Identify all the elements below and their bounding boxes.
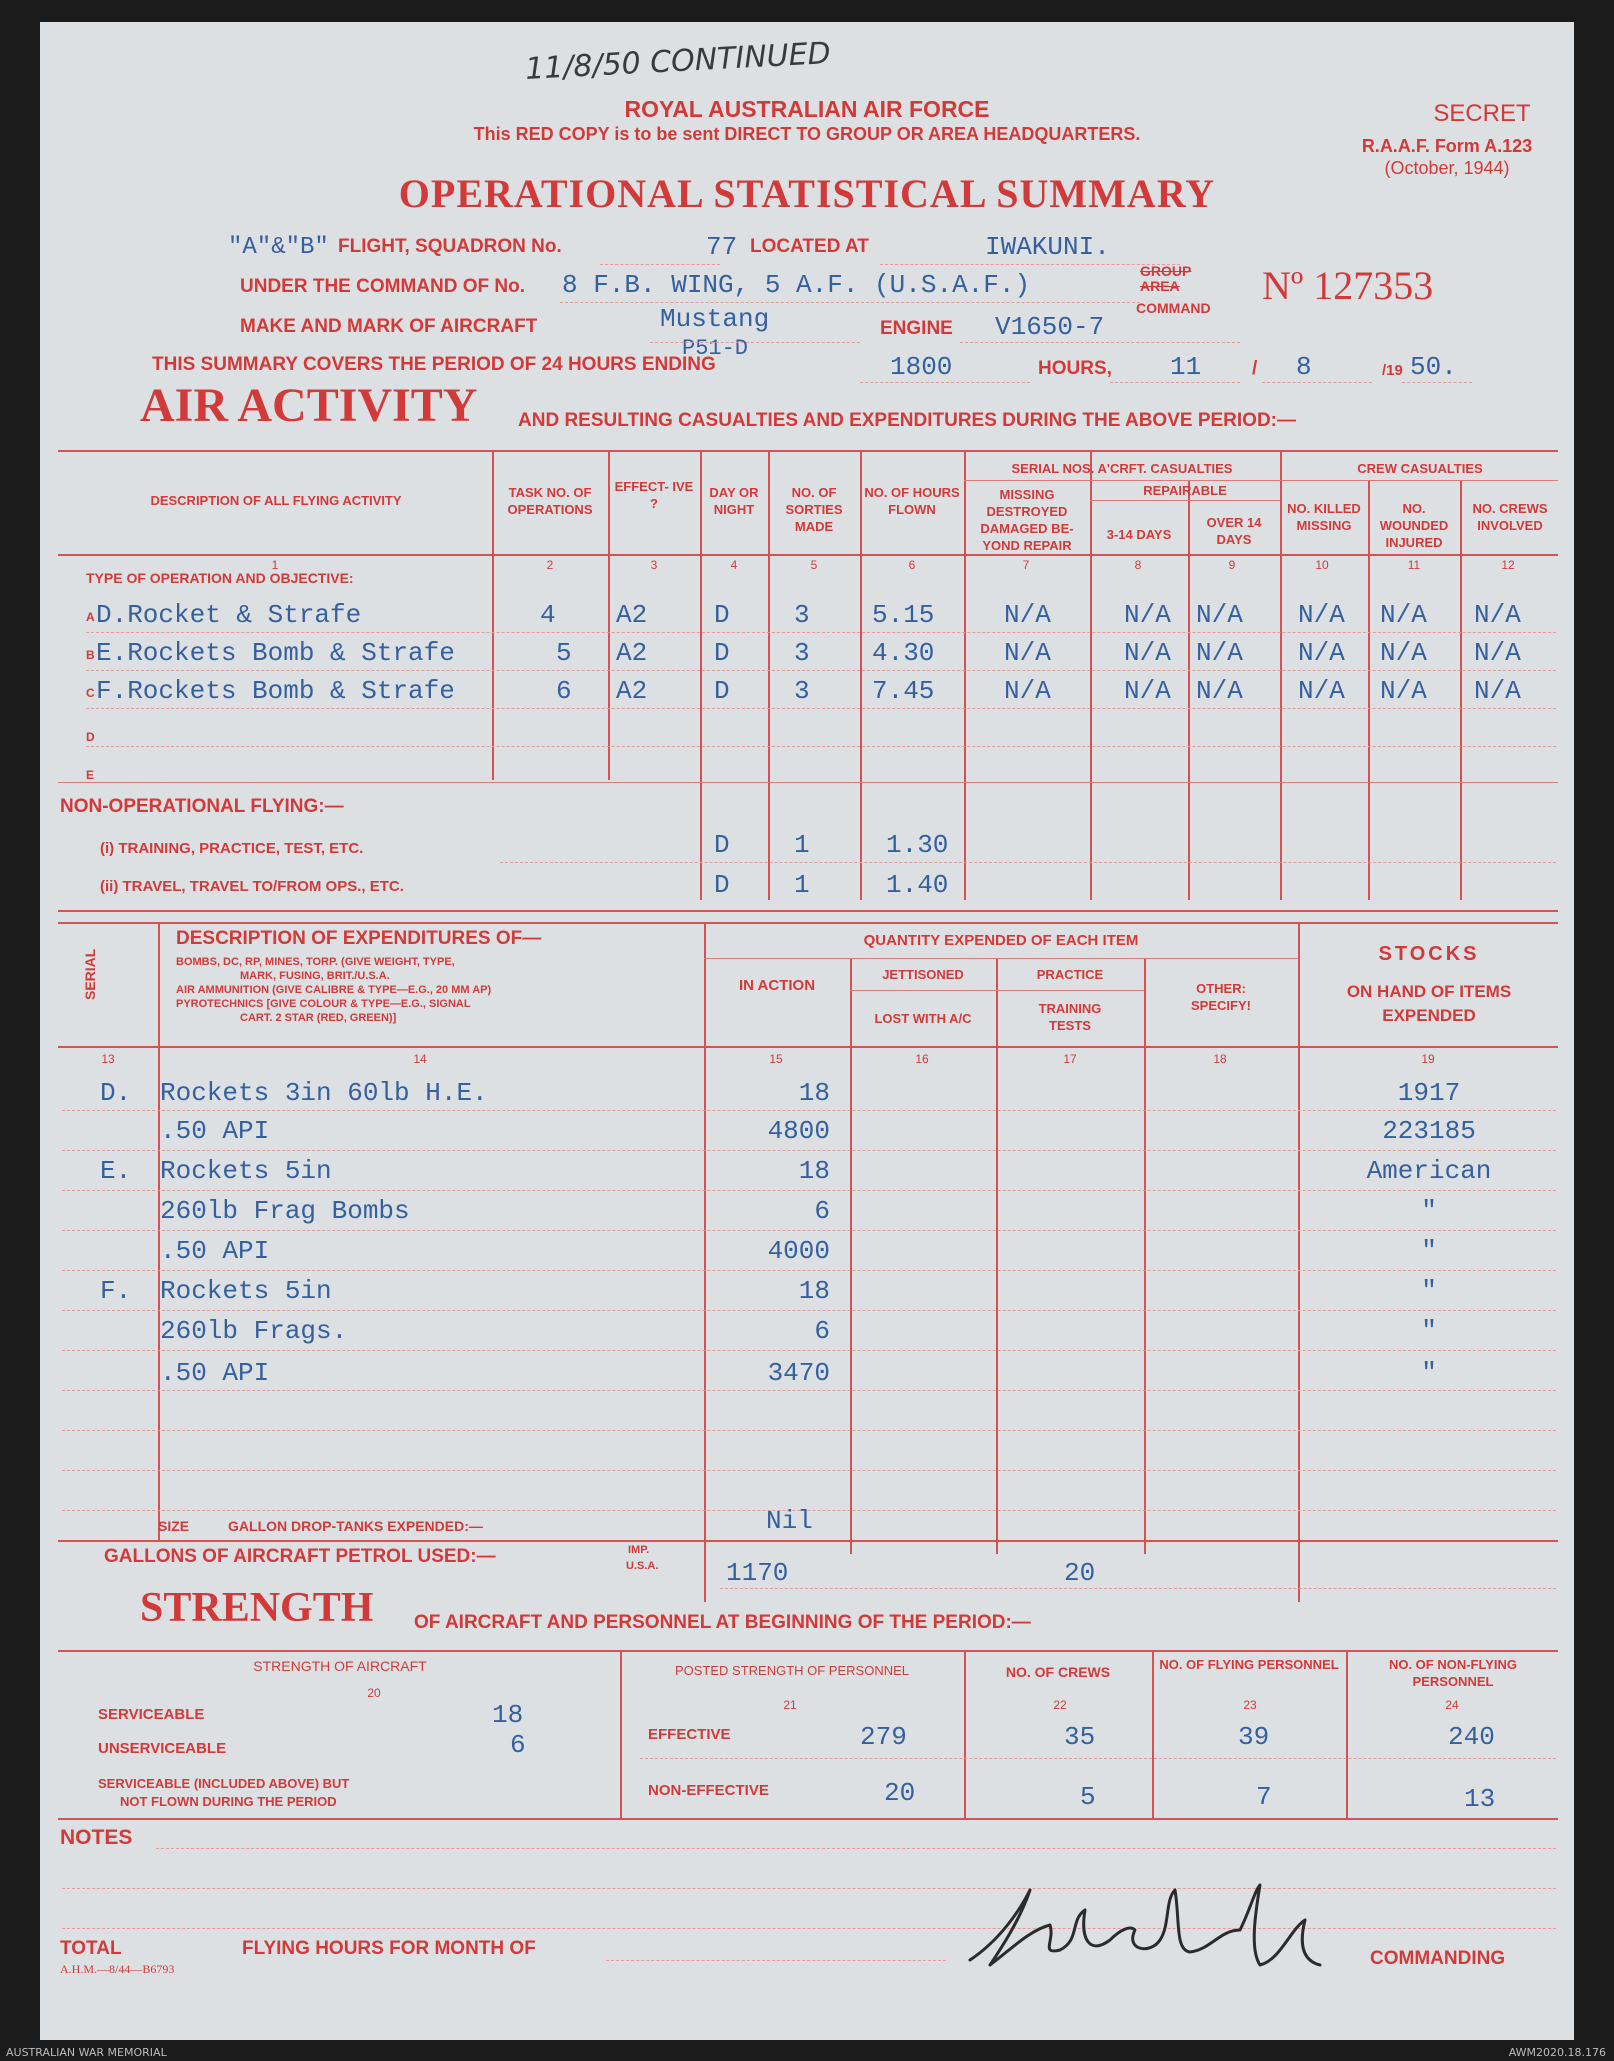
col-number-6: 6: [908, 558, 916, 572]
activity-hours: 4.30: [872, 638, 935, 668]
travel-day-night: D: [714, 870, 730, 900]
header-expenditures-line3: AIR AMMUNITION (GIVE CALIBRE & TYPE—E.G., 20 MM AP): [176, 984, 492, 996]
footer-archive: AUSTRALIAN WAR MEMORIAL: [6, 2046, 167, 2059]
header-stocks-sub: ON HAND OF ITEMS EXPENDED: [1346, 982, 1512, 1025]
document-title: OPERATIONAL STATISTICAL SUMMARY: [398, 171, 1216, 216]
activity-sorties: 3: [794, 600, 810, 630]
header-training-tests: TRAINING TESTS: [1038, 1001, 1102, 1033]
header-sorties: NO. OF SORTIES MADE: [785, 485, 843, 534]
activity-c7: N/A: [1004, 638, 1051, 668]
year-prefix: /19: [1382, 362, 1403, 379]
activity-effective: A2: [616, 600, 648, 630]
command-word: COMMAND: [1136, 300, 1211, 316]
header-effective: EFFECT- IVE ?: [614, 479, 694, 511]
col-number-21: 21: [783, 1698, 797, 1712]
row-letter-a: A: [86, 610, 95, 624]
travel-sorties: 1: [794, 870, 810, 900]
effective-posted: 279: [860, 1722, 907, 1752]
col-number-13: 13: [101, 1052, 115, 1066]
activity-task: 5: [556, 638, 572, 668]
row-letter-c: C: [86, 686, 95, 700]
print-code: A.H.M.—8/44—B6793: [60, 1962, 175, 1976]
training-label: (i) TRAINING, PRACTICE, TEST, ETC.: [100, 840, 364, 857]
col-number-17: 17: [1063, 1052, 1077, 1066]
col-number-1: 1: [271, 558, 279, 572]
col-number-8: 8: [1134, 558, 1142, 572]
expenditure-item: 260lb Frags.: [160, 1316, 348, 1346]
col-number-11: 11: [1407, 558, 1421, 572]
non-operational-label: NON-OPERATIONAL FLYING:—: [60, 796, 344, 817]
effective-crews: 35: [1064, 1722, 1096, 1752]
not-flown-label-1: SERVICEABLE (INCLUDED ABOVE) BUT: [98, 1776, 350, 1791]
non-effective-crews: 5: [1080, 1782, 1096, 1812]
expenditure-in-action: 18: [798, 1078, 830, 1108]
col-number-5: 5: [810, 558, 818, 572]
notes-label: NOTES: [60, 1826, 133, 1849]
col-number-23: 23: [1243, 1698, 1257, 1712]
col-number-2: 2: [546, 558, 554, 572]
activity-c10: N/A: [1298, 676, 1345, 706]
aircraft-label: MAKE AND MARK OF AIRCRAFT: [240, 316, 538, 337]
col-number-19: 19: [1421, 1052, 1435, 1066]
header-over-14-days: OVER 14 DAYS: [1206, 515, 1262, 547]
group-label: GROUP: [1140, 263, 1192, 279]
col-number-3: 3: [650, 558, 658, 572]
copy-note: This RED COPY is to be sent DIRECT TO GROUP OR AREA HEADQUARTERS.: [473, 124, 1141, 144]
expenditure-stock: ": [1421, 1276, 1437, 1306]
activity-c10: N/A: [1298, 638, 1345, 668]
row-letter-b: B: [86, 648, 95, 662]
expenditure-item: .50 API: [160, 1358, 270, 1388]
effective-non-flying: 240: [1448, 1722, 1495, 1752]
travel-label: (ii) TRAVEL, TRAVEL TO/FROM OPS., ETC.: [100, 878, 404, 895]
activity-c11: N/A: [1380, 676, 1427, 706]
activity-c12: N/A: [1474, 676, 1521, 706]
activity-c11: N/A: [1380, 600, 1427, 630]
header-repairable: REPAIRABLE: [1143, 483, 1227, 498]
activity-effective: A2: [616, 676, 648, 706]
serial-number: Nº 127353: [1262, 263, 1434, 308]
non-effective-label: NON-EFFECTIVE: [648, 1782, 769, 1799]
expenditure-serial: F.: [100, 1276, 132, 1306]
header-flying-personnel: NO. OF FLYING PERSONNEL: [1159, 1657, 1339, 1672]
activity-c7: N/A: [1004, 600, 1051, 630]
col-number-9: 9: [1228, 558, 1236, 572]
col-number-12: 12: [1501, 558, 1515, 572]
expenditure-stock: 223185: [1382, 1116, 1476, 1146]
col-number-4: 4: [730, 558, 738, 572]
header-expenditures-line1: BOMBS, DC, RP, MINES, TORP. (GIVE WEIGHT, TYPE,: [176, 956, 455, 968]
expenditure-in-action: 6: [814, 1316, 830, 1346]
training-day-night: D: [714, 830, 730, 860]
header-expenditures-title: DESCRIPTION OF EXPENDITURES OF—: [176, 928, 542, 949]
activity-c9: N/A: [1196, 600, 1243, 630]
col-number-7: 7: [1022, 558, 1030, 572]
row-letter-d: D: [86, 730, 95, 744]
serviceable-value: 18: [492, 1700, 524, 1730]
header-in-action: IN ACTION: [738, 977, 816, 994]
header-other: OTHER: SPECIFY!: [1191, 981, 1251, 1013]
expenditure-in-action: 18: [798, 1276, 830, 1306]
flying-hours-month-label: FLYING HOURS FOR MONTH OF: [242, 1938, 536, 1959]
effective-flying: 39: [1238, 1722, 1270, 1752]
date-slash: /: [1252, 358, 1258, 379]
petrol-in-action: 1170: [726, 1558, 789, 1588]
activity-desc: E.Rockets Bomb & Strafe: [96, 638, 455, 668]
form-date: (October, 1944): [1384, 158, 1510, 178]
commanding-label: COMMANDING: [1370, 1948, 1506, 1969]
activity-sorties: 3: [794, 638, 810, 668]
effective-label: EFFECTIVE: [648, 1726, 731, 1743]
strength-subtitle: OF AIRCRAFT AND PERSONNEL AT BEGINNING OF THE PERIOD:—: [414, 1612, 1031, 1633]
aircraft-value: Mustang: [660, 304, 770, 334]
period-label: THIS SUMMARY COVERS THE PERIOD OF 24 HOURS ENDING: [152, 354, 716, 375]
expenditure-item: Rockets 5in: [160, 1156, 332, 1186]
activity-hours: 7.45: [872, 676, 935, 706]
expenditure-stock: ": [1421, 1316, 1437, 1346]
org-name: ROYAL AUSTRALIAN AIR FORCE: [624, 96, 990, 122]
header-strength-aircraft: STRENGTH OF AIRCRAFT: [253, 1658, 427, 1674]
header-task: TASK NO. OF OPERATIONS: [507, 485, 593, 517]
col-number-18: 18: [1213, 1052, 1227, 1066]
expenditure-serial: E.: [100, 1156, 132, 1186]
form-number: R.A.A.F. Form A.123: [1361, 136, 1533, 156]
drop-tanks-label: SIZE GALLON DROP-TANKS EXPENDED:—: [158, 1518, 483, 1534]
header-crews: NO. OF CREWS: [1005, 1664, 1111, 1680]
header-expenditures-line5: CART. 2 STAR (RED, GREEN)]: [240, 1012, 397, 1024]
header-wounded: NO. WOUNDED INJURED: [1379, 501, 1449, 550]
activity-c8: N/A: [1124, 676, 1171, 706]
header-stocks: STOCKS: [1378, 943, 1480, 965]
expenditure-stock: ": [1421, 1236, 1437, 1266]
squadron-number: 77: [706, 232, 738, 262]
header-killed: NO. KILLED MISSING: [1287, 501, 1361, 533]
header-crews-involved: NO. CREWS INVOLVED: [1472, 501, 1548, 533]
activity-c9: N/A: [1196, 638, 1243, 668]
header-hours: NO. OF HOURS FLOWN: [864, 485, 960, 517]
hours-label: HOURS,: [1038, 358, 1112, 379]
header-non-flying-personnel: NO. OF NON-FLYING PERSONNEL: [1388, 1657, 1518, 1689]
command-value: 8 F.B. WING, 5 A.F. (U.S.A.F.): [562, 270, 1031, 300]
air-activity-title: AIR ACTIVITY: [140, 379, 478, 432]
header-description: DESCRIPTION OF ALL FLYING ACTIVITY: [150, 493, 402, 508]
petrol-label: GALLONS OF AIRCRAFT PETROL USED:—: [104, 1546, 496, 1567]
location-value: IWAKUNI.: [985, 232, 1110, 262]
petrol-imp: IMP.: [628, 1544, 650, 1556]
travel-hours: 1.40: [886, 870, 949, 900]
type-of-operation-label: TYPE OF OPERATION AND OBJECTIVE:: [86, 570, 354, 586]
header-quantity-group: QUANTITY EXPENDED OF EACH ITEM: [863, 932, 1139, 949]
activity-sorties: 3: [794, 676, 810, 706]
col-number-15: 15: [769, 1052, 783, 1066]
header-lost: LOST WITH A/C: [874, 1011, 972, 1026]
header-posted-strength: POSTED STRENGTH OF PERSONNEL: [674, 1663, 910, 1678]
header-serial: SERIAL: [82, 948, 98, 1000]
activity-c7: N/A: [1004, 676, 1051, 706]
year-value: 50.: [1410, 352, 1457, 382]
activity-hours: 5.15: [872, 600, 935, 630]
activity-c10: N/A: [1298, 600, 1345, 630]
header-practice: PRACTICE: [1036, 967, 1104, 982]
expenditure-in-action: 6: [814, 1196, 830, 1226]
strength-title: STRENGTH: [140, 1585, 374, 1631]
activity-effective: A2: [616, 638, 648, 668]
activity-day-night: D: [714, 676, 730, 706]
activity-c9: N/A: [1196, 676, 1243, 706]
expenditure-item: 260lb Frag Bombs: [160, 1196, 410, 1226]
expenditure-stock: American: [1366, 1156, 1492, 1186]
header-expenditures-line4: PYROTECHNICS [GIVE COLOUR & TYPE—E.G., SIGNAL: [176, 998, 471, 1010]
col-number-10: 10: [1315, 558, 1329, 572]
air-activity-subtitle: AND RESULTING CASUALTIES AND EXPENDITURES DURING THE ABOVE PERIOD:—: [518, 410, 1296, 431]
unserviceable-value: 6: [510, 1730, 526, 1760]
training-hours: 1.30: [886, 830, 949, 860]
expenditure-serial: D.: [100, 1078, 132, 1108]
unserviceable-label: UNSERVICEABLE: [98, 1740, 227, 1757]
expenditure-item: .50 API: [160, 1116, 270, 1146]
flight-value: "A"&"B": [228, 234, 329, 261]
header-crew-casualties: CREW CASUALTIES: [1357, 461, 1483, 476]
activity-c8: N/A: [1124, 600, 1171, 630]
aircraft-model: P51-D: [682, 336, 749, 361]
header-missing: MISSING DESTROYED DAMAGED BE- YOND REPAIR: [980, 487, 1074, 553]
expenditure-item: .50 API: [160, 1236, 270, 1266]
hours-value: 1800: [890, 352, 953, 382]
header-day-night: DAY OR NIGHT: [709, 485, 759, 517]
footer-catalogue-id: AWM2020.18.176: [1508, 2046, 1606, 2059]
expenditure-in-action: 4800: [767, 1116, 830, 1146]
engine-label: ENGINE: [880, 318, 953, 339]
expenditure-in-action: 18: [798, 1156, 830, 1186]
non-effective-non-flying: 13: [1464, 1784, 1496, 1814]
training-sorties: 1: [794, 830, 810, 860]
expenditure-item: Rockets 3in 60lb H.E.: [160, 1078, 488, 1108]
drop-tanks-value: Nil: [766, 1506, 813, 1536]
header-aircraft-casualties: SERIAL NOS. A'CRFT. CASUALTIES: [1011, 461, 1233, 476]
expenditure-stock: 1917: [1397, 1078, 1461, 1108]
activity-c12: N/A: [1474, 600, 1521, 630]
col-number-16: 16: [915, 1052, 929, 1066]
secret-label: SECRET: [1433, 100, 1531, 127]
handwritten-date-note: 11/8/50 CONTINUED: [524, 36, 832, 87]
non-effective-flying: 7: [1256, 1782, 1272, 1812]
activity-day-night: D: [714, 638, 730, 668]
engine-value: V1650-7: [995, 312, 1105, 342]
not-flown-label-2: NOT FLOWN DURING THE PERIOD: [120, 1794, 337, 1809]
col-number-20: 20: [367, 1686, 381, 1700]
activity-day-night: D: [714, 600, 730, 630]
non-effective-posted: 20: [884, 1778, 916, 1808]
petrol-usa: U.S.A.: [626, 1560, 659, 1572]
col-number-14: 14: [413, 1052, 427, 1066]
col-number-24: 24: [1445, 1698, 1459, 1712]
activity-desc: D.Rocket & Strafe: [96, 600, 362, 630]
col-number-22: 22: [1053, 1698, 1067, 1712]
serviceable-label: SERVICEABLE: [98, 1706, 205, 1723]
activity-c8: N/A: [1124, 638, 1171, 668]
command-label: UNDER THE COMMAND OF No.: [240, 276, 525, 297]
header-3-14-days: 3-14 DAYS: [1106, 527, 1172, 542]
day-value: 11: [1170, 352, 1202, 382]
area-label: AREA: [1140, 278, 1180, 294]
expenditure-in-action: 4000: [767, 1236, 830, 1266]
activity-c12: N/A: [1474, 638, 1521, 668]
expenditure-stock: ": [1421, 1196, 1437, 1226]
located-label: LOCATED AT: [750, 236, 869, 257]
total-label: TOTAL: [60, 1938, 122, 1959]
expenditure-item: Rockets 5in: [160, 1276, 332, 1306]
header-expenditures-line2: MARK, FUSING, BRIT./U.S.A.: [240, 970, 390, 982]
month-value: 8: [1296, 352, 1312, 382]
flight-label: FLIGHT, SQUADRON No.: [338, 236, 562, 257]
row-letter-e: E: [86, 768, 95, 782]
activity-c11: N/A: [1380, 638, 1427, 668]
petrol-practice: 20: [1064, 1558, 1096, 1588]
activity-task: 6: [556, 676, 572, 706]
activity-task: 4: [540, 600, 556, 630]
expenditure-in-action: 3470: [767, 1358, 830, 1388]
header-jettisoned: JETTISONED: [882, 967, 964, 982]
activity-desc: F.Rockets Bomb & Strafe: [96, 676, 455, 706]
commanding-officer-signature: [960, 1870, 1380, 1980]
expenditure-stock: ": [1421, 1358, 1437, 1388]
